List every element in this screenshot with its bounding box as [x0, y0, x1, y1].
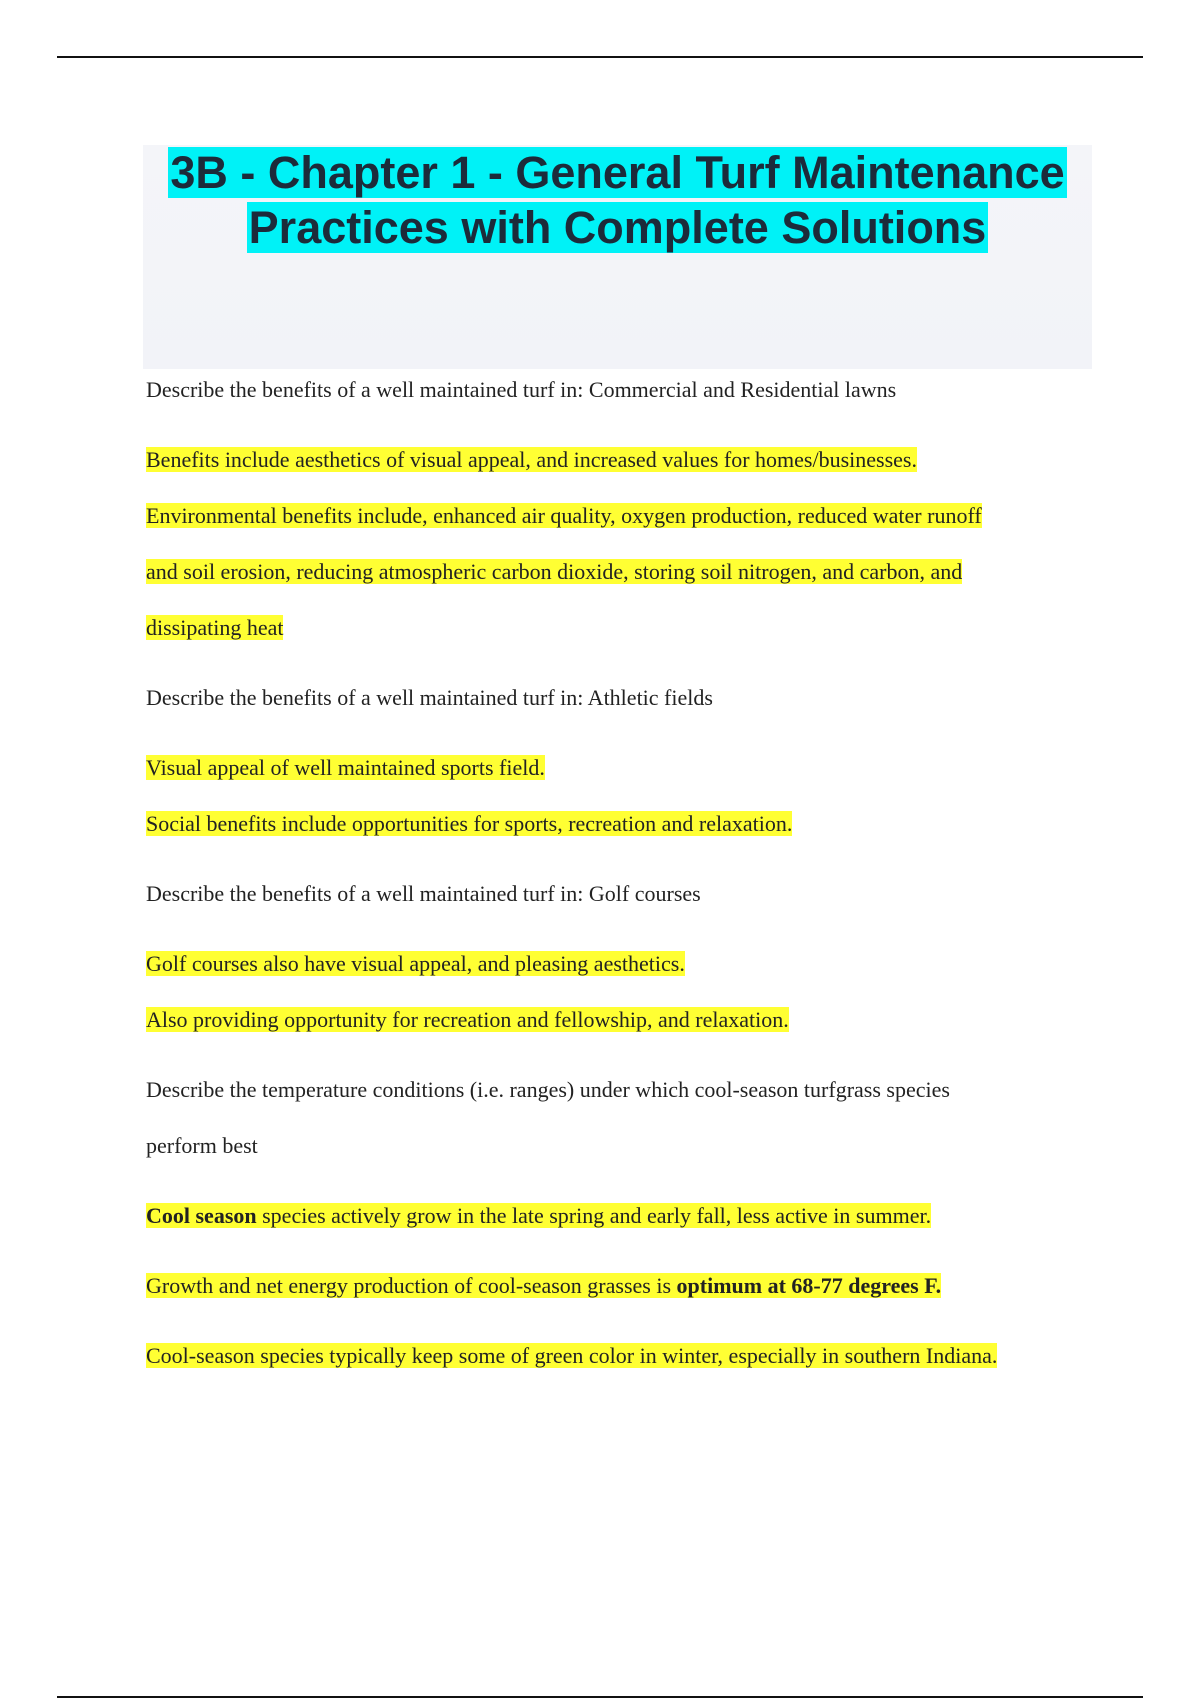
- answer-line: Benefits include aesthetics of visual appeal, and increased values for homes/businesses.: [146, 447, 917, 472]
- top-rule: [57, 56, 1143, 58]
- answer-line: and soil erosion, reducing atmospheric carbon dioxide, storing soil nitrogen, and carbon, and: [146, 559, 963, 584]
- bottom-rule: [57, 1696, 1143, 1698]
- answer-line: Environmental benefits include, enhanced air quality, oxygen production, reduced water runoff: [146, 503, 982, 528]
- document-title: [143, 145, 1092, 255]
- question-athletic-fields: Describe the benefits of a well maintained turf in: Athletic fields: [146, 685, 713, 710]
- question-commercial-lawns: Describe the benefits of a well maintained turf in: Commercial and Residential lawns: [146, 377, 897, 402]
- answer-line: Also providing opportunity for recreation and fellowship, and relaxation.: [146, 1007, 789, 1032]
- answer-line: dissipating heat: [146, 615, 284, 640]
- title-highlight: 3B - Chapter 1 - General Turf Maintenance Practices with Complete Solutions: [170, 147, 1065, 253]
- document-body: [146, 362, 1106, 1384]
- answer-line: Growth and net energy production of cool-season grasses is optimum at 68-77 degrees F.: [146, 1273, 942, 1298]
- answer-line: Golf courses also have visual appeal, and pleasing aesthetics.: [146, 951, 685, 976]
- question-temperature-line-1: Describe the temperature conditions (i.e. ranges) under which cool-season turfgrass species: [146, 1077, 950, 1102]
- answer-line: Cool-season species typically keep some of green color in winter, especially in southern Indiana.: [146, 1343, 998, 1368]
- bold-term: Cool season: [146, 1203, 257, 1228]
- answer-line: Visual appeal of well maintained sports field.: [146, 755, 545, 780]
- question-golf-courses: Describe the benefits of a well maintained turf in: Golf courses: [146, 881, 701, 906]
- answer-line: Social benefits include opportunities for sports, recreation and relaxation.: [146, 811, 793, 836]
- question-temperature-line-2: perform best: [146, 1133, 258, 1158]
- bold-term: optimum at 68-77 degrees F.: [676, 1273, 942, 1298]
- answer-line: Cool season species actively grow in the late spring and early fall, less active in summer.: [146, 1203, 932, 1228]
